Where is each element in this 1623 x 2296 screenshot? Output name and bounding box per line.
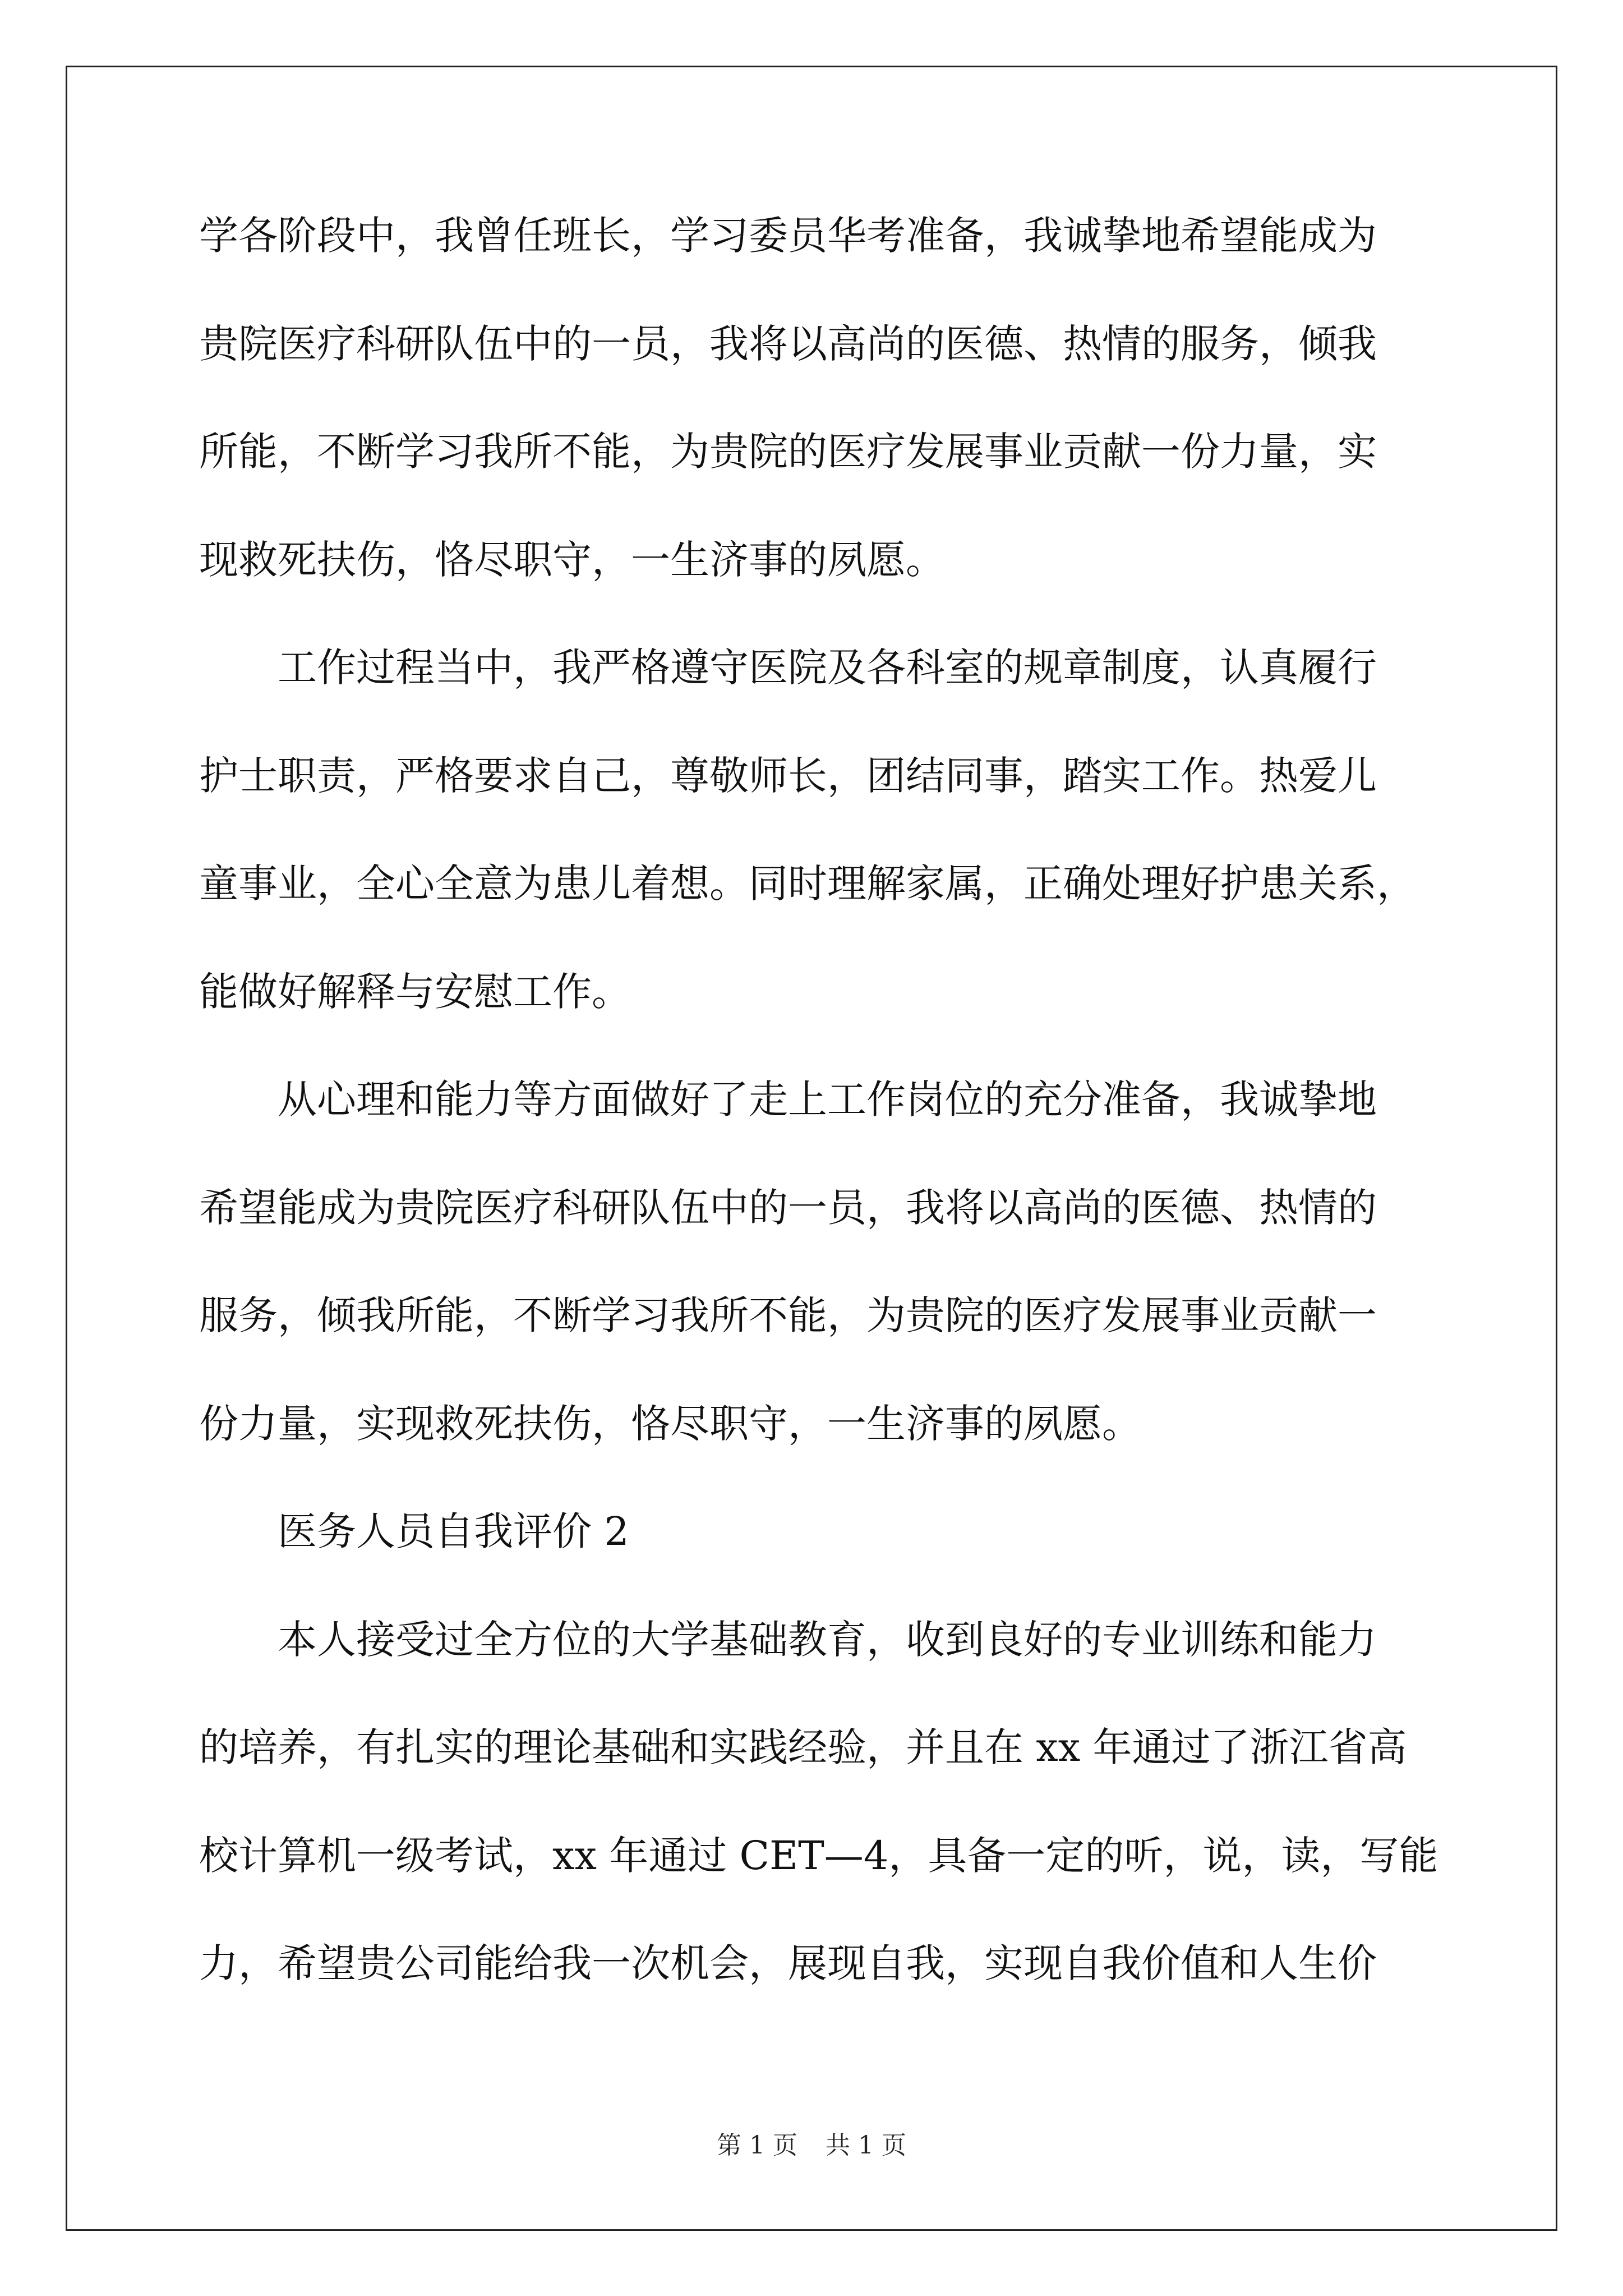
- text-line: 工作过程当中，我严格遵守医院及各科室的规章制度，认真履行: [278, 645, 1377, 691]
- text-line: 现救死扶伤，恪尽职守，一生济事的夙愿。: [199, 536, 945, 583]
- text-line: 童事业，全心全意为患儿着想。同时理解家属，正确处理好护患关系，: [199, 861, 1416, 907]
- text-line: 护士职责，严格要求自己，尊敬师长，团结同事，踏实工作。热爱儿: [199, 752, 1377, 799]
- section-heading: 医务人员自我评价 2: [278, 1508, 629, 1554]
- text-line: 从心理和能力等方面做好了走上工作岗位的充分准备，我诚挚地: [278, 1076, 1377, 1122]
- text-line: 份力量，实现救死扶伤，恪尽职守，一生济事的夙愿。: [199, 1400, 1141, 1447]
- text-line: 的培养，有扎实的理论基础和实践经验，并且在 xx 年通过了浙江省高: [199, 1724, 1407, 1770]
- text-line: 校计算机一级考试，xx 年通过 CET—4，具备一定的听，说，读，写能: [199, 1832, 1438, 1879]
- text-line: 本人接受过全方位的大学基础教育，收到良好的专业训练和能力: [278, 1616, 1377, 1663]
- text-line: 希望能成为贵院医疗科研队伍中的一员，我将以高尚的医德、热情的: [199, 1184, 1377, 1231]
- text-line: 服务，倾我所能，不断学习我所不能，为贵院的医疗发展事业贡献一: [199, 1292, 1377, 1338]
- text-line: 学各阶段中，我曾任班长，学习委员华考准备，我诚挚地希望能成为: [199, 213, 1377, 259]
- text-line: 能做好解释与安慰工作。: [199, 968, 631, 1015]
- page-footer: [0, 2129, 1623, 2162]
- page-number: 第 1 页: [717, 2131, 797, 2160]
- text-line: 贵院医疗科研队伍中的一员，我将以高尚的医德、热情的服务，倾我: [199, 320, 1377, 367]
- page-border: [66, 66, 1557, 2231]
- text-line: 所能，不断学习我所不能，为贵院的医疗发展事业贡献一份力量，实: [199, 429, 1377, 475]
- page-total: 共 1 页: [826, 2131, 906, 2160]
- text-line: 力，希望贵公司能给我一次机会，展现自我，实现自我价值和人生价: [199, 1940, 1377, 1986]
